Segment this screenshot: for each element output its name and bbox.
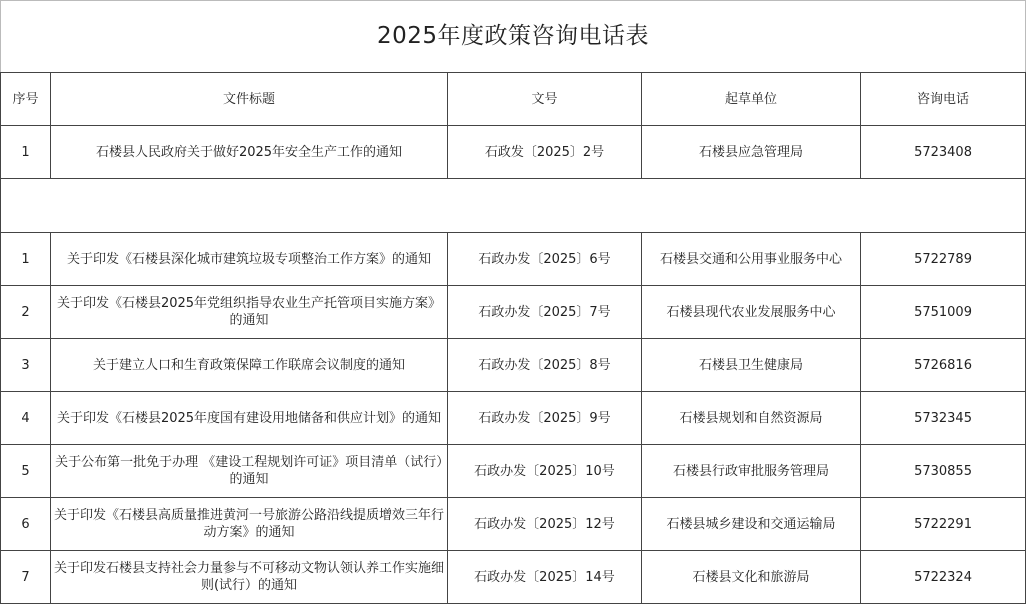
cell-seq: 3 [1,339,51,392]
cell-doc-no: 石政办发〔2025〕9号 [448,392,642,445]
blank-cell [1,179,1026,233]
header-seq: 序号 [1,73,51,126]
table-row [1,445,1026,498]
separator-row [1,179,1026,233]
cell-drafter: 石楼县规划和自然资源局 [642,392,861,445]
cell-doc-no: 石政办发〔2025〕6号 [448,233,642,286]
cell-seq: 5 [1,445,51,498]
cell-phone: 5751009 [861,286,1026,339]
cell-seq: 7 [1,551,51,604]
cell-drafter: 石楼县交通和公用事业服务中心 [642,233,861,286]
table-row [1,126,1026,179]
header-row [1,73,1026,126]
cell-doc-no: 石政办发〔2025〕10号 [448,445,642,498]
table-row [1,339,1026,392]
cell-phone: 5722789 [861,233,1026,286]
cell-phone: 5732345 [861,392,1026,445]
header-doc-title: 文件标题 [51,73,448,126]
cell-phone: 5723408 [861,126,1026,179]
cell-seq: 2 [1,286,51,339]
cell-doc-title: 石楼县人民政府关于做好2025年安全生产工作的通知 [51,126,448,179]
cell-doc-title: 关于印发《石楼县2025年度国有建设用地储备和供应计划》的通知 [51,392,448,445]
cell-phone: 5726816 [861,339,1026,392]
cell-doc-no: 石政办发〔2025〕8号 [448,339,642,392]
header-phone: 咨询电话 [861,73,1026,126]
cell-drafter: 石楼县卫生健康局 [642,339,861,392]
cell-doc-no: 石政办发〔2025〕12号 [448,498,642,551]
cell-drafter: 石楼县行政审批服务管理局 [642,445,861,498]
cell-doc-title: 关于印发石楼县支持社会力量参与不可移动文物认领认养工作实施细则(试行）的通知 [51,551,448,604]
cell-phone: 5730855 [861,445,1026,498]
cell-doc-title: 关于印发《石楼县高质量推进黄河一号旅游公路沿线提质增效三年行动方案》的通知 [51,498,448,551]
table-row [1,551,1026,604]
cell-doc-title: 关于公布第一批免于办理 《建设工程规划许可证》项目清单（试行）的通知 [51,445,448,498]
cell-phone: 5722291 [861,498,1026,551]
cell-doc-title: 关于印发《石楼县深化城市建筑垃圾专项整治工作方案》的通知 [51,233,448,286]
cell-seq: 6 [1,498,51,551]
cell-drafter: 石楼县文化和旅游局 [642,551,861,604]
page-title: 2025年度政策咨询电话表 [1,1,1026,73]
table-row [1,233,1026,286]
cell-drafter: 石楼县现代农业发展服务中心 [642,286,861,339]
cell-doc-no: 石政发〔2025〕2号 [448,126,642,179]
table-row [1,498,1026,551]
cell-doc-no: 石政办发〔2025〕14号 [448,551,642,604]
cell-drafter: 石楼县城乡建设和交通运输局 [642,498,861,551]
header-doc-no: 文号 [448,73,642,126]
header-drafter: 起草单位 [642,73,861,126]
table-row [1,392,1026,445]
cell-doc-no: 石政办发〔2025〕7号 [448,286,642,339]
cell-drafter: 石楼县应急管理局 [642,126,861,179]
cell-doc-title: 关于建立人口和生育政策保障工作联席会议制度的通知 [51,339,448,392]
cell-seq: 1 [1,126,51,179]
cell-seq: 4 [1,392,51,445]
cell-doc-title: 关于印发《石楼县2025年党组织指导农业生产托管项目实施方案》的通知 [51,286,448,339]
cell-seq: 1 [1,233,51,286]
table-row [1,286,1026,339]
cell-phone: 5722324 [861,551,1026,604]
